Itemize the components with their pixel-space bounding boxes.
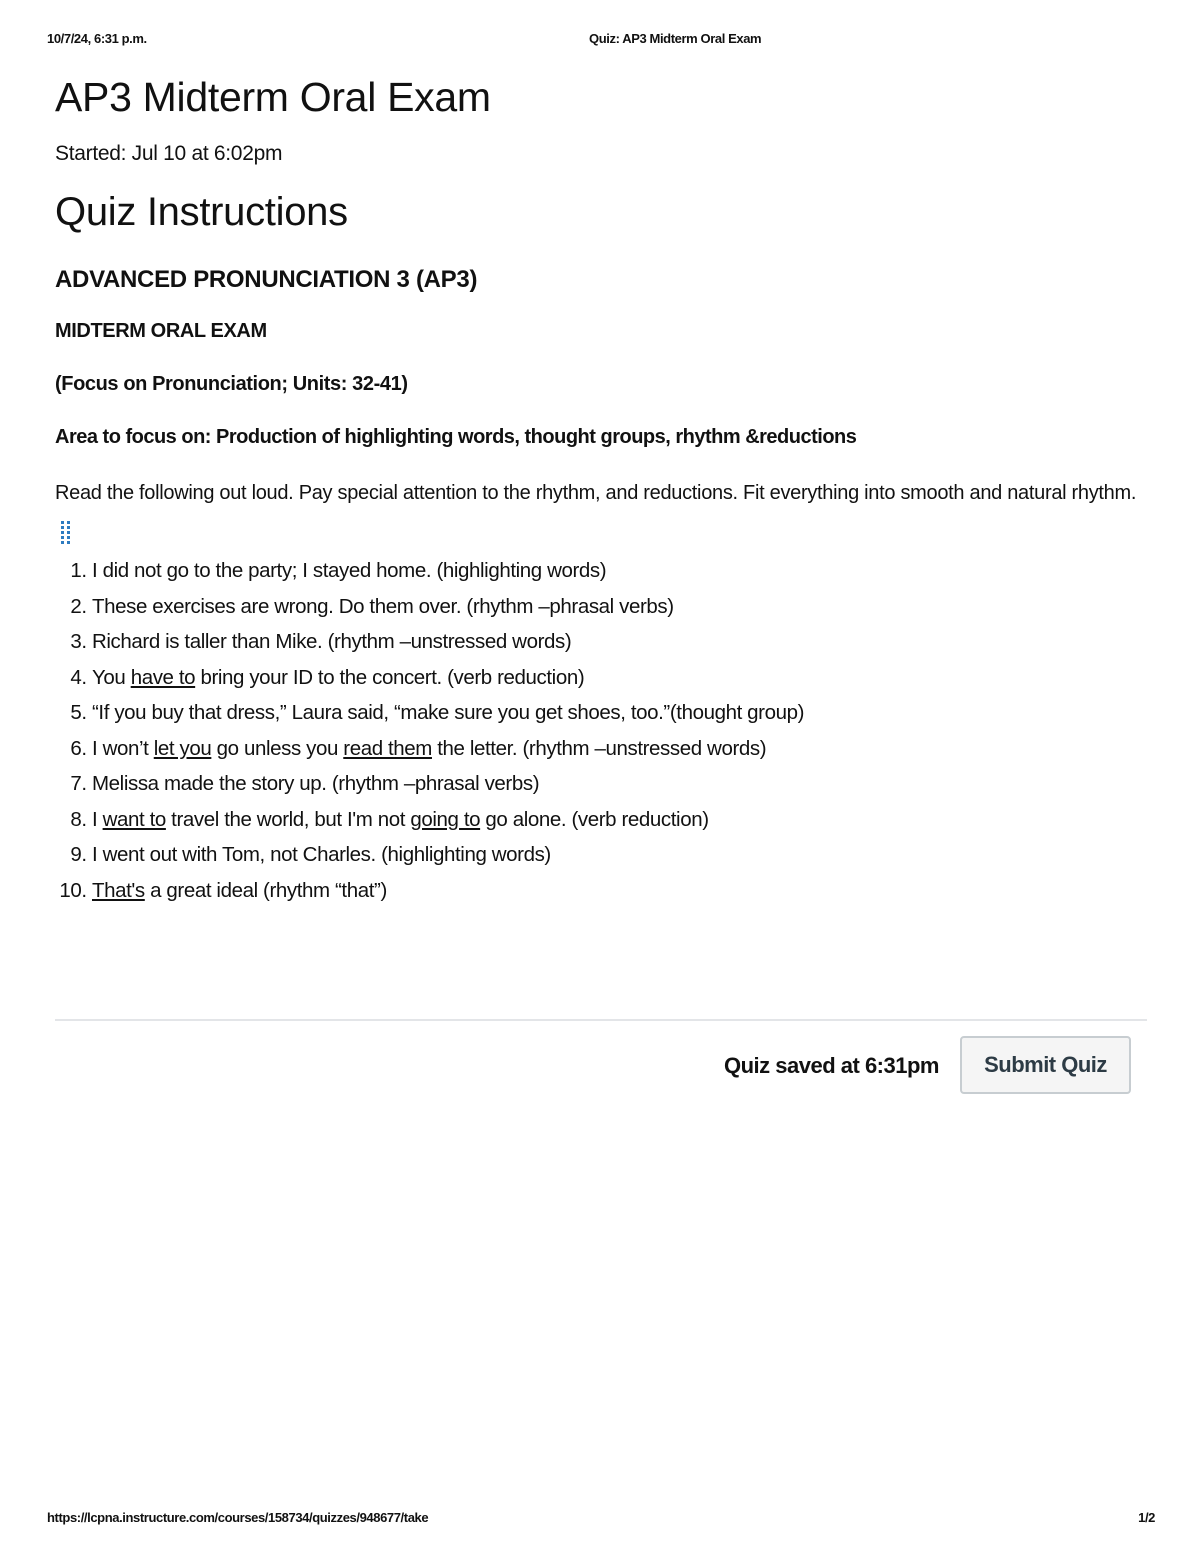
print-footer (47, 1510, 1155, 1528)
exam-subtitle: MIDTERM ORAL EXAM (55, 320, 267, 342)
underlined-phrase: going to (410, 807, 481, 831)
underlined-phrase: let you (153, 736, 212, 760)
item-text: I did not go to the party; I stayed home. (highlighting words) (92, 559, 607, 582)
item-text: I went out with Tom, not Charles. (highlighting words) (92, 843, 551, 866)
item-text: These exercises are wrong. Do them over. (rhythm –phrasal verbs) (92, 594, 674, 618)
item-text: go alone. (verb reduction) (480, 807, 709, 831)
item-text: Richard is taller than Mike. (rhythm –unstressed words) (92, 630, 572, 653)
item-text: a great ideal (rhythm “that”) (144, 878, 387, 902)
focus-line: (Focus on Pronunciation; Units: 32-41) (55, 373, 408, 395)
item-text: “If you buy that dress,” Laura said, “make sure you get shoes, too.”(thought group) (92, 701, 805, 724)
course-title: ADVANCED PRONUNCIATION 3 (AP3) (55, 266, 478, 293)
area-line: Area to focus on: Production of highlighting words, thought groups, rhythm &reductions (55, 426, 857, 448)
list-item (92, 873, 1147, 909)
submit-quiz-button[interactable]: Submit Quiz (960, 1036, 1131, 1094)
underlined-phrase: have to (130, 665, 196, 689)
list-item (92, 837, 1147, 873)
list-item (92, 624, 1147, 660)
print-title: Quiz: AP3 Midterm Oral Exam (589, 31, 762, 46)
item-text: travel the world, but I'm not (165, 807, 411, 831)
item-text: You (92, 665, 131, 689)
item-text: bring your ID to the concert. (verb reduction) (195, 665, 585, 689)
print-url: https://lcpna.instructure.com/courses/158734/quizzes/948677/take (47, 1510, 429, 1525)
underlined-phrase: read them (343, 736, 432, 760)
quiz-saved-status: Quiz saved at 6:31pm (724, 1053, 939, 1078)
item-text: go unless you (211, 736, 344, 760)
print-date: 10/7/24, 6:31 p.m. (47, 31, 147, 46)
underlined-phrase: That's (92, 878, 145, 902)
list-item (92, 802, 1147, 838)
drag-handle-icon[interactable] (61, 521, 75, 545)
page-title: AP3 Midterm Oral Exam (55, 74, 491, 120)
quiz-content (55, 72, 1147, 908)
underlined-phrase: want to (102, 807, 166, 831)
list-item (92, 589, 1147, 625)
page-number: 1/2 (1138, 1510, 1155, 1525)
list-item (92, 553, 1147, 589)
list-item (92, 695, 1147, 731)
list-item (92, 731, 1147, 767)
read-instructions: Read the following out loud. Pay special attention to the rhythm, and reductions. Fit everything into smooth and natural rhythm. (55, 482, 1137, 504)
list-item (92, 660, 1147, 696)
print-header (47, 31, 1155, 49)
exercise-list (55, 553, 1147, 908)
divider (55, 1019, 1147, 1021)
list-item (92, 766, 1147, 802)
started-timestamp: Started: Jul 10 at 6:02pm (55, 142, 283, 165)
item-text: I (92, 807, 103, 831)
item-text: I won’t (92, 736, 154, 760)
instructions-heading: Quiz Instructions (55, 190, 348, 234)
item-text: Melissa made the story up. (rhythm –phrasal verbs) (92, 772, 540, 795)
item-text: the letter. (rhythm –unstressed words) (431, 736, 767, 760)
